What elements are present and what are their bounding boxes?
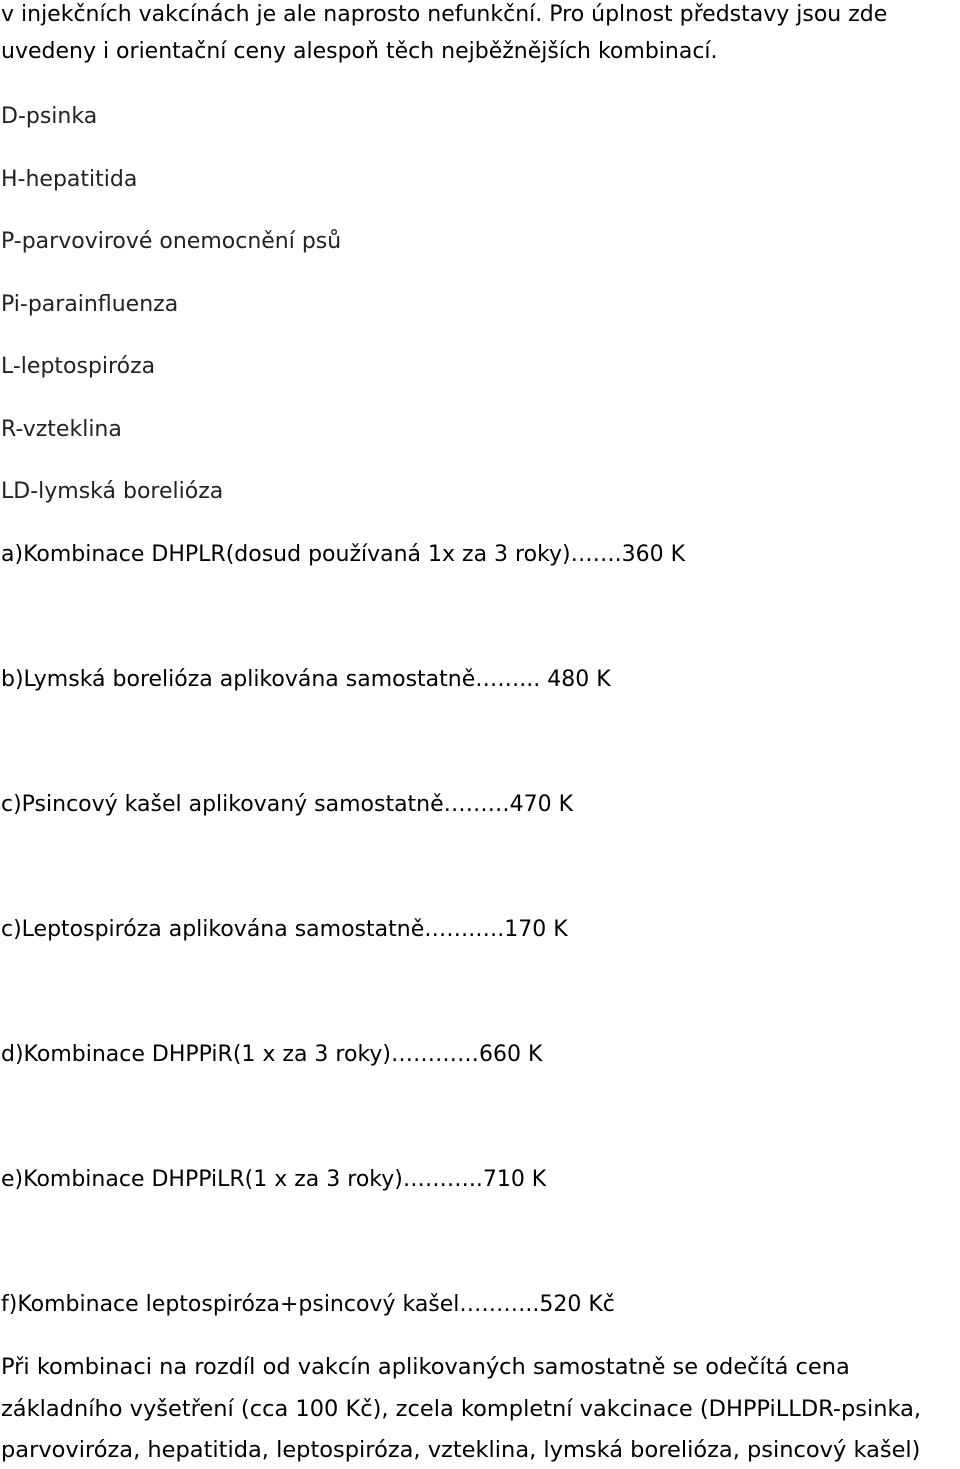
price-item-a: a)Kombinace DHPLR(dosud používaná 1x za 3 roky)…….360 K: [1, 542, 686, 567]
price-item-b: b)Lymská borelióza aplikována samostatně……... 480 K: [1, 667, 611, 692]
outro-line-2: základního vyšetření (cca 100 Kč), zcela kompletní vakcinace (DHPPiLLDR-psinka,: [1, 1396, 922, 1422]
abbreviation-hepatitis: H-hepatitida: [1, 167, 138, 192]
outro-line-1: Při kombinaci na rozdíl od vakcín aplikovaných samostatně se odečítá cena: [1, 1354, 850, 1380]
abbreviation-leptospirosis: L-leptospiróza: [1, 354, 156, 379]
intro-line-1: v injekčních vakcínách je ale naprosto nefunkční. Pro úplnost představy jsou zde: [1, 2, 888, 27]
price-item-d: d)Kombinace DHPPiR(1 x za 3 roky)…………660 K: [1, 1042, 543, 1067]
price-item-c-leptospirosis: c)Leptospiróza aplikována samostatně…….….170 K: [1, 917, 568, 942]
price-item-e: e)Kombinace DHPPiLR(1 x za 3 roky)………..710 K: [1, 1167, 547, 1192]
outro-line-3: parvoviróza, hepatitida, leptospiróza, vzteklina, lymská borelióza, psincový kašel): [1, 1437, 921, 1463]
price-item-f: f)Kombinace leptospiróza+psincový kašel………..520 Kč: [1, 1292, 615, 1317]
price-item-c-kennel-cough: c)Psincový kašel aplikovaný samostatně………470 K: [1, 792, 574, 817]
abbreviation-rabies: R-vzteklina: [1, 417, 122, 442]
abbreviation-parainfluenza: Pi-parainfluenza: [1, 292, 179, 317]
abbreviation-parvovirus: P-parvovirové onemocnění psů: [1, 229, 342, 254]
intro-line-2: uvedeny i orientační ceny alespoň těch nejběžnějších kombinací.: [1, 39, 718, 64]
abbreviation-lyme: LD-lymská borelióza: [1, 479, 224, 504]
abbreviation-distemper: D-psinka: [1, 104, 98, 129]
